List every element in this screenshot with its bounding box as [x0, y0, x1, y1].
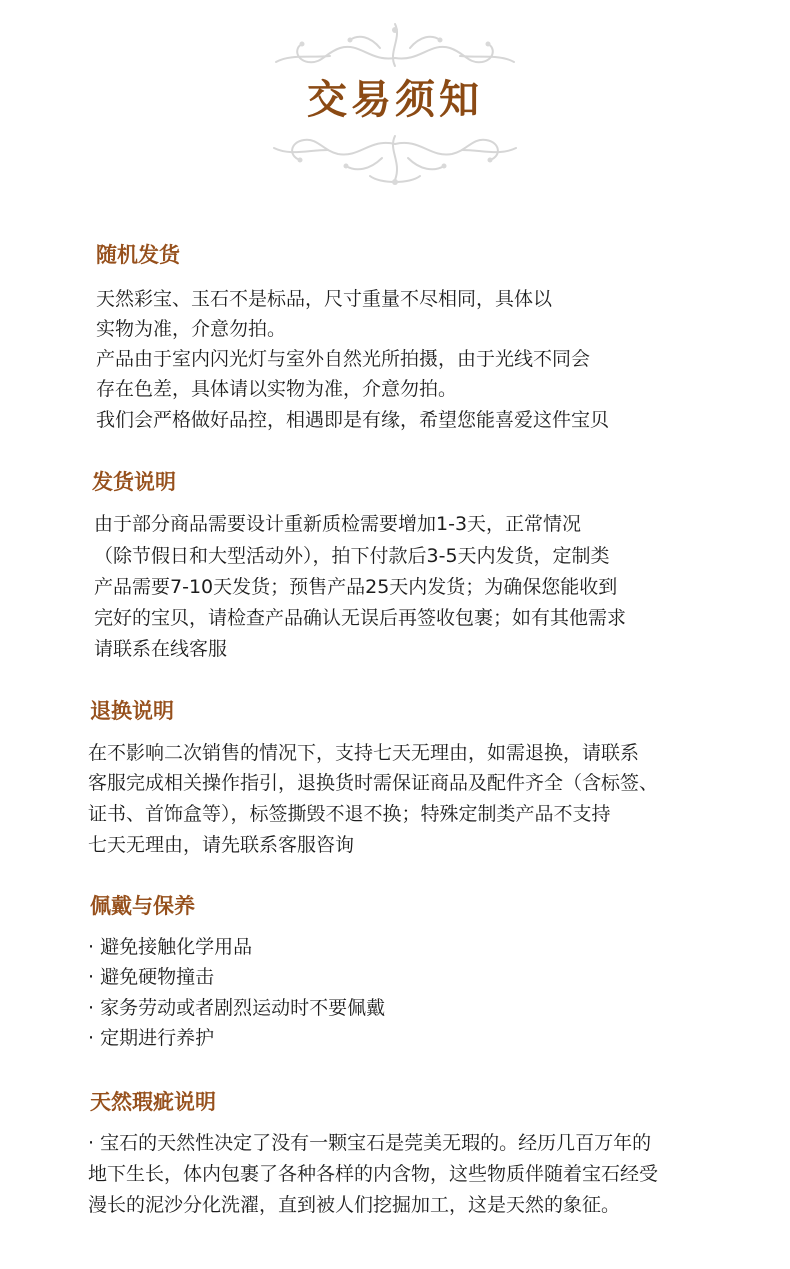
section-line: 由于部分商品需要设计重新质检需要增加1-3天，正常情况: [94, 513, 582, 535]
section-heading-shipping-notes: 发货说明: [92, 470, 176, 494]
section-line: 漫长的泥沙分化洗濯，直到被人们挖掘加工，这是天然的象征。: [88, 1194, 621, 1216]
section-line: 天然彩宝、玉石不是标品，尺寸重量不尽相同，具体以: [96, 288, 553, 310]
ornament-top-icon: [270, 18, 520, 70]
section-heading-natural-flaws: 天然瑕疵说明: [90, 1090, 216, 1114]
section-line: 客服完成相关操作指引，退换货时需保证商品及配件齐全（含标签、: [88, 772, 659, 794]
section-line: （除节假日和大型活动外），拍下付款后3-5天内发货，定制类: [94, 545, 610, 567]
section-heading-wear-care: 佩戴与保养: [90, 894, 195, 918]
section-heading-return-exchange: 退换说明: [90, 699, 174, 723]
section-line: 我们会严格做好品控，相遇即是有缘，希望您能喜爱这件宝贝: [96, 409, 610, 431]
section-line: 完好的宝贝，请检查产品确认无误后再签收包裹；如有其他需求: [94, 607, 627, 629]
section-line: 产品由于室内闪光灯与室外自然光所拍摄，由于光线不同会: [96, 348, 591, 370]
section-line: 存在色差，具体请以实物为准，介意勿拍。: [96, 378, 458, 400]
section-line: 实物为准，介意勿拍。: [96, 318, 287, 340]
ornament-bottom-icon: [270, 128, 520, 188]
section-line: · 宝石的天然性决定了没有一颗宝石是莞美无瑕的。经历几百万年的: [88, 1132, 652, 1154]
page-title: 交易须知: [307, 76, 483, 123]
section-line: 证书、首饰盒等），标签撕毁不退不换；特殊定制类产品不支持: [88, 803, 611, 825]
list-item: · 家务劳动或者剧烈运动时不要佩戴: [88, 997, 386, 1019]
section-line: 在不影响二次销售的情况下，支持七天无理由，如需退换，请联系: [88, 742, 640, 764]
section-line: 地下生长，体内包裹了各种各样的内含物，这些物质伴随着宝石经受: [88, 1163, 659, 1185]
list-item: · 避免接触化学用品: [88, 936, 253, 958]
list-item: · 避免硬物撞击: [88, 966, 215, 988]
section-line: 请联系在线客服: [94, 638, 228, 660]
list-item: · 定期进行养护: [88, 1027, 215, 1049]
section-line: 七天无理由，请先联系客服咨询: [88, 834, 355, 856]
section-line: 产品需要7-10天发货；预售产品25天内发货；为确保您能收到: [94, 576, 618, 598]
section-heading-random-shipping: 随机发货: [96, 243, 180, 267]
